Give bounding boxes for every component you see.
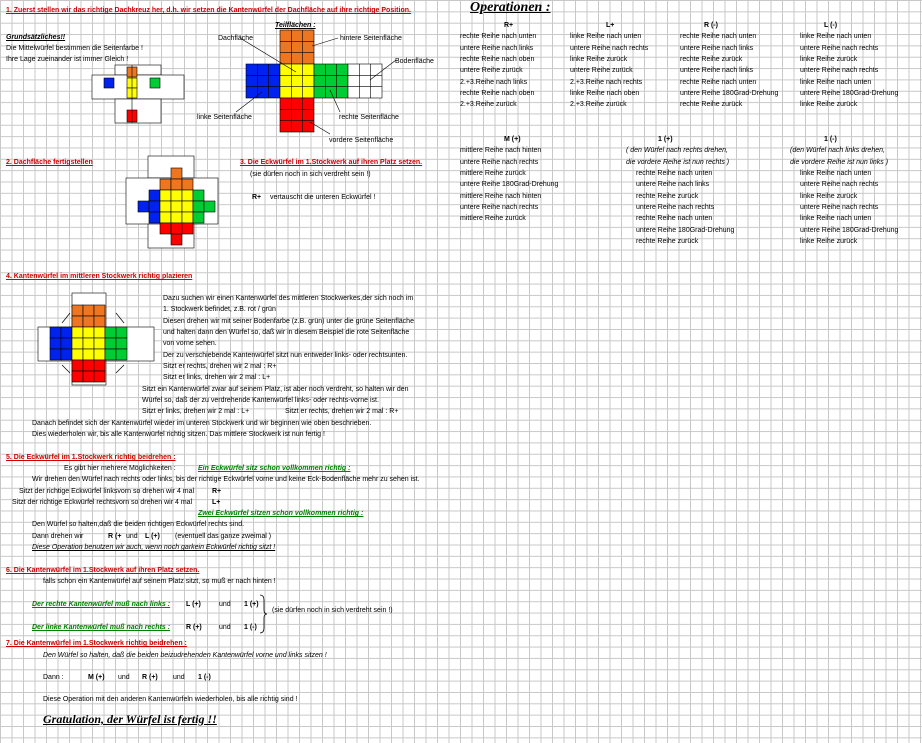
step6-left-op2: 1 (-) [244,624,257,631]
step6-heading: 6. Die Kantenwürfel im 1.Stockwerk auf ihren Platz setzen. [6,567,200,574]
cube-centers-diagram [92,65,184,123]
cube-centers-outline [92,65,184,123]
step4-line: Der zu verschiebende Kantenwürfel sitzt nun entweder links- oder rechtsunten. [163,351,408,359]
cube-full-net-diagram [246,30,382,134]
ops-row: rechte Reihe nach unten [636,170,713,178]
ops-header: R+ [504,22,514,29]
label-rechte-seitenflaeche: rechte Seitenfläche [339,114,399,121]
step7-heading: 7. Die Kantenwürfel im 1.Stockwerk richtig beidrehen : [6,640,187,647]
ops-table1-col-r-minus [680,20,778,111]
ops-row: 2.+3.Reihe nach links [460,78,528,86]
label-linke-seitenflaeche: linke Seitenfläche [197,114,252,121]
ops-row: linke Reihe zurück [570,56,628,64]
step4-text-block-b [142,384,409,407]
step7-dann: Dann : [43,674,64,681]
step5-line3-op: L+ [212,499,221,506]
ops-note: die vordere Reihe ist nun links ) [790,158,889,166]
ops-row: linke Reihe zurück [800,56,858,64]
ops-row: linke Reihe nach unten [800,170,872,178]
step7-op3: 1 (-) [198,674,211,681]
ops-row: linke Reihe nach unten [800,215,872,223]
ops-row: mittlere Reihe nach hinten [460,147,542,155]
ops-note: die vordere Reihe ist nun rechts ) [626,158,730,166]
step4-line: Dazu suchen wir einen Kantenwürfel des mittleren Stockwerkes,der sich noch im [163,295,414,302]
ops-row: untere Reihe nach rechts [800,204,879,212]
step6-left-label: Der linke Kantenwürfel muß nach rechts : [32,624,171,631]
step7-line2: Diese Operation mit den anderen Kantenwürfeln wiederholen, bis alle richtig sind ! [43,696,298,703]
ops-row: untere Reihe nach links [460,44,534,52]
ops-header: 1 (+) [658,136,673,143]
step7-und1: und [118,674,130,681]
ops-row: linke Reihe zurück [800,238,858,246]
ops-note: (den Würfel nach links drehen, [790,147,885,155]
step4-text-block-a [163,293,414,384]
step5-line2-op: R+ [212,488,222,495]
cube-step4-diagram [38,293,154,385]
step6-left-op1: R (+) [186,624,202,631]
ops-row: untere Reihe zurück [570,67,633,75]
step5-case2: Zwei Eckwürfel sitzen schon vollkommen richtig : [198,510,364,517]
ops-row: mittlere Reihe zurück [460,170,526,178]
ops-table1-col-l-plus [570,20,648,111]
ops-table1-col-l-minus [800,20,898,111]
ops-row: untere Reihe 180Grad-Drehung [800,226,899,234]
step3-op-text: vertauscht die unteren Eckwürfel ! [270,194,376,201]
ops-row: untere Reihe nach rechts [570,44,649,52]
ops-row: linke Reihe zurück [800,101,858,109]
ops-row: rechte Reihe nach oben [460,56,535,64]
step4-line: Würfel so, daß der zu verdrehende Kantenwürfel links- oder rechts-vorne ist. [142,397,379,405]
step4-left-rule: Sitzt er links, drehen wir 2 mal : L+ [142,408,250,415]
step7-op2: R (+) [142,674,158,681]
ops-row: linke Reihe nach oben [570,90,640,98]
step5-line4: Den Würfel so halten,daß die beiden richtigen Eckwürfel rechts sind. [32,521,245,528]
step4-line: Sitzt er rechts, drehen wir 2 mal : R+ [163,363,277,371]
step4-line: 1. Stockwerk befindet, z.B. rot / grün [163,306,276,314]
step5-case1: Ein Eckwürfel sitz schon vollkommen richtig : [198,465,351,472]
ops-row: untere Reihe 180Grad-Drehung [460,181,559,189]
step4-line: Diesen drehen wir mit seiner Bodenfarbe (z.B. grün) unter die grüne Seitenfläche [163,317,414,325]
step6-note: (sie dürfen noch in sich verdreht sein !) [272,607,393,614]
ops-row: 2.+3.Reihe zurück [570,101,627,109]
step7-op1: M (+) [88,674,105,681]
ops-row: untere Reihe nach rechts [800,44,879,52]
ops-row: untere Reihe 180Grad-Drehung [800,90,899,98]
step5-line5-und: und [126,533,138,540]
step4-line: Sitzt ein Kantenwürfel zwar auf seinem Platz, ist aber noch verdreht, so halten wir den [142,386,409,393]
ops-row: rechte Reihe nach oben [460,90,535,98]
ops-row: untere Reihe nach rechts [800,181,879,189]
step6-line1: falls schon ein Kantenwürfel auf seinem Platz sitzt, so muß er nach hinten ! [43,578,276,585]
step5-intro: Es gibt hier mehrere Möglichkeiten : [64,465,176,472]
ops-row: rechte Reihe zurück [680,101,743,109]
ops-header: 1 (-) [824,136,837,143]
ops-row: rechte Reihe zurück [636,238,699,246]
label-bodenflaeche: Bodenfläche [395,58,434,65]
ops-row: rechte Reihe zurück [680,56,743,64]
step4-line: Sitzt er links, drehen wir 2 mal : L+ [163,374,271,382]
ops-row: untere Reihe nach links [680,67,754,75]
ops-row: 2.+3.Reihe zurück [460,101,517,109]
step5-line5-op2: L (+) [145,533,160,540]
grundsatz-title: Grundsätzliches!! [6,34,66,41]
ops-row: rechte Reihe nach unten [460,33,537,41]
ops-row: untere Reihe nach links [636,181,710,189]
ops-row: rechte Reihe nach unten [680,78,757,86]
ops-row: linke Reihe nach unten [570,33,642,41]
brace-icon [258,594,268,634]
ops-row: untere Reihe nach rechts [460,158,539,166]
ops-row: mittlere Reihe zurück [460,215,526,223]
ops-row: rechte Reihe zurück [636,192,699,200]
step7-und2: und [173,674,185,681]
grundsatz-line2: Ihre Lage zueinander ist immer Gleich ! [6,56,129,63]
ops-row: rechte Reihe nach unten [680,33,757,41]
cube-step2-diagram [126,156,218,248]
ops-header: R (-) [704,22,718,29]
ops-row: 2.+3.Reihe nach rechts [570,78,643,86]
step5-line5-op1: R (+ [108,533,122,540]
operations-title: Operationen : [470,0,551,15]
step4-right-rule: Sitzt er rechts, drehen wir 2 mal : R+ [285,408,399,415]
ops-row: untere Reihe nach rechts [460,204,539,212]
step1-heading: 1. Zuerst stellen wir das richtige Dachkreuz her, d.h. wir setzen die Kantenwürfel der Dachfläche auf ihre richtige Position. [6,7,411,14]
step5-line5-b: (eventuell das ganze zweimal ) [175,533,272,540]
ops-row: untere Reihe 180Grad-Drehung [680,90,779,98]
step4-heading: 4. Kantenwürfel im mittleren Stockwerk richtig plazieren [6,273,193,280]
label-dachflaeche: Dachfläche [218,35,254,42]
ops-note: ( den Würfel nach rechts drehen, [626,147,728,155]
step5-line1: Wir drehen den Würfel nach rechts oder links, bis der richtige Eckwürfel vorne und keine Eck-Bodenfläche mehr zu sehen ist. [32,476,420,483]
ops-row: untere Reihe zurück [460,67,523,75]
ops-table2-col-1-minus [790,134,898,247]
ops-row: untere Reihe nach rechts [800,67,879,75]
ops-table1-col-r-plus [460,20,536,111]
ops-table2-col-1-plus [626,134,734,247]
step4-text-block-c [32,418,371,441]
step5-heading: 5. Die Eckwürfel im 1.Stockwerk richtig beidrehen : [6,454,176,461]
label-vordere-seitenflaeche: vordere Seitenfläche [329,137,394,144]
ops-row: untere Reihe 180Grad-Drehung [636,226,735,234]
step6-right-und: und [219,601,231,608]
ops-row: mittlere Reihe nach hinten [460,192,542,200]
final-message: Gratulation, der Würfel ist fertig !! [43,712,217,726]
step6-right-label: Der rechte Kantenwürfel muß nach links : [32,601,171,608]
ops-row: untere Reihe nach rechts [636,204,715,212]
step4-line: von vorne sehen. [163,340,217,348]
teilflaechen-title: Teilflächen : [275,22,316,29]
ops-header: L (-) [824,22,838,29]
grundsatz-line1: Die Mittelwürfel bestimmen die Seitenfarbe ! [6,45,143,52]
step5-line3: Sitzt der richtige Eckwürfel rechtsvorn so drehen wir 4 mal [12,499,193,506]
step6-right-op2: 1 (+) [244,601,259,608]
step3-op: R+ [252,194,262,201]
ops-row: untere Reihe nach links [680,44,754,52]
step5-line6: Diese Operation benutzen wir auch, wenn noch garkein Eckwürfel richtig sitzt ! [32,544,276,551]
step2-heading: 2. Dachfläche fertigstellen [6,159,93,166]
step5-line2: Sitzt der richtige Eckwürfel linksvorn so drehen wir 4 mal [19,488,195,495]
step5-line5-a: Dann drehen wir [32,533,84,540]
ops-row: linke Reihe zurück [800,192,858,200]
ops-header: M (+) [504,136,521,143]
label-hintere-seitenflaeche: hintere Seitenfläche [340,35,402,42]
step3-heading: 3. Die Eckwürfel im 1.Stockwerk auf ihren Platz setzen. [240,159,423,166]
ops-table2-col-m-plus [460,134,558,225]
ops-row: rechte Reihe nach unten [636,215,713,223]
step4-line: Danach befindet sich der Kantenwürfel wieder im unteren Stockwerk und wir beginnen wie oben beschrieben. [32,420,372,427]
step4-line: Dies wiederholen wir, bis alle Kantenwürfel richtig sitzen. Das mittlere Stockwerk ist nun fertig ! [32,431,325,439]
ops-row: linke Reihe nach unten [800,33,872,41]
ops-row: linke Reihe nach unten [800,78,872,86]
step3-note: (sie dürfen noch in sich verdreht sein !) [250,171,371,178]
ops-header: L+ [606,22,615,29]
step7-line1: Den Würfel so halten, daß die beiden beizudrehenden Kantenwürfel vorne und links sitzen ! [43,652,327,659]
step6-right-op1: L (+) [186,601,201,608]
step6-left-und: und [219,624,231,631]
step4-line: und halten dann den Würfel so, daß wir in diesem Beispiel die rote Seitenfläche [163,329,410,337]
